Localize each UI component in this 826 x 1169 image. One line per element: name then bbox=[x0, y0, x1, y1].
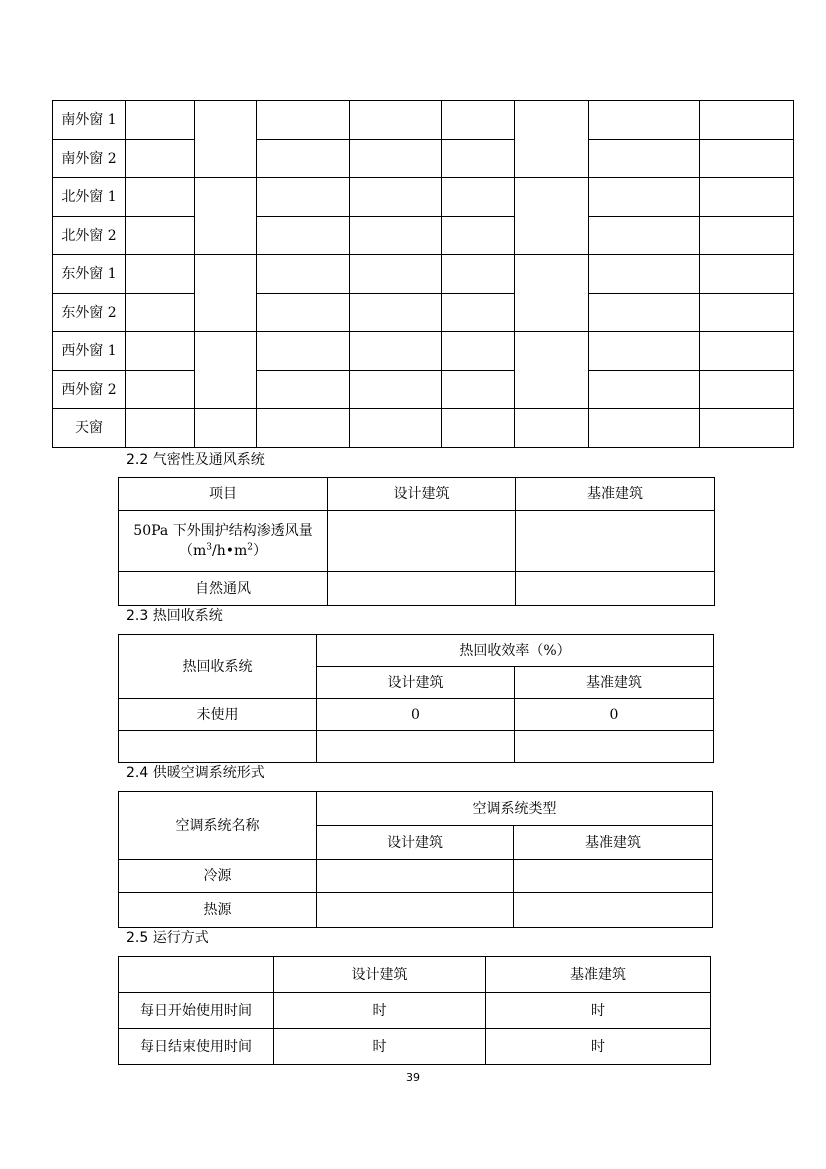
col-header-design: 设计建筑 bbox=[317, 667, 515, 699]
infiltration-label: 50Pa 下外围护结构渗透风量 bbox=[133, 523, 313, 539]
cell-design-start: 时 bbox=[274, 993, 486, 1029]
section-heading-airtightness: 2.2 气密性及通风系统 bbox=[126, 452, 265, 468]
row-label: 南外窗 1 bbox=[53, 101, 126, 140]
col-header-efficiency: 热回收效率（%） bbox=[317, 635, 714, 667]
window-table bbox=[52, 100, 794, 448]
row-label-unused: 未使用 bbox=[119, 699, 317, 731]
cell-design-end: 时 bbox=[274, 1029, 486, 1065]
row-label: 东外窗 1 bbox=[53, 255, 126, 294]
col-header-reference: 基准建筑 bbox=[516, 478, 715, 511]
row-label-natural-ventilation: 自然通风 bbox=[119, 572, 328, 606]
row-label: 西外窗 1 bbox=[53, 332, 126, 371]
row-label: 南外窗 2 bbox=[53, 140, 126, 178]
row-label-heat-source: 热源 bbox=[119, 893, 317, 928]
hvac-table bbox=[118, 791, 713, 928]
col-header-reference: 基准建筑 bbox=[514, 826, 713, 860]
row-label-end-time: 每日结束使用时间 bbox=[119, 1029, 274, 1065]
col-header-reference: 基准建筑 bbox=[515, 667, 714, 699]
col-header-system: 热回收系统 bbox=[119, 635, 317, 699]
section-heading-operation: 2.5 运行方式 bbox=[126, 930, 209, 946]
row-label-cold-source: 冷源 bbox=[119, 860, 317, 893]
col-header-reference: 基准建筑 bbox=[486, 957, 711, 993]
col-header-system-name: 空调系统名称 bbox=[119, 792, 317, 860]
operation-table bbox=[118, 956, 711, 1065]
airtightness-table bbox=[118, 477, 715, 606]
col-header-design: 设计建筑 bbox=[328, 478, 516, 511]
cell-design-value: 0 bbox=[317, 699, 515, 731]
col-header-system-type: 空调系统类型 bbox=[317, 792, 713, 826]
heat-recovery-table bbox=[118, 634, 714, 763]
cell-reference-value: 0 bbox=[515, 699, 714, 731]
col-header-item: 项目 bbox=[119, 478, 328, 511]
section-heading-heat-recovery: 2.3 热回收系统 bbox=[126, 608, 223, 624]
row-label: 东外窗 2 bbox=[53, 294, 126, 332]
cell-reference-end: 时 bbox=[486, 1029, 711, 1065]
page-number: 39 bbox=[406, 1071, 420, 1084]
row-label-start-time: 每日开始使用时间 bbox=[119, 993, 274, 1029]
cell-reference-start: 时 bbox=[486, 993, 711, 1029]
col-header-design: 设计建筑 bbox=[274, 957, 486, 993]
row-label: 天窗 bbox=[53, 409, 126, 448]
row-label: 西外窗 2 bbox=[53, 371, 126, 409]
row-label: 北外窗 2 bbox=[53, 217, 126, 255]
col-header-design: 设计建筑 bbox=[317, 826, 514, 860]
row-label: 北外窗 1 bbox=[53, 178, 126, 217]
section-heading-hvac: 2.4 供暖空调系统形式 bbox=[126, 765, 265, 781]
row-label-infiltration bbox=[119, 511, 328, 572]
infiltration-unit: $(m^3/h•m^2)$ bbox=[178, 542, 268, 559]
